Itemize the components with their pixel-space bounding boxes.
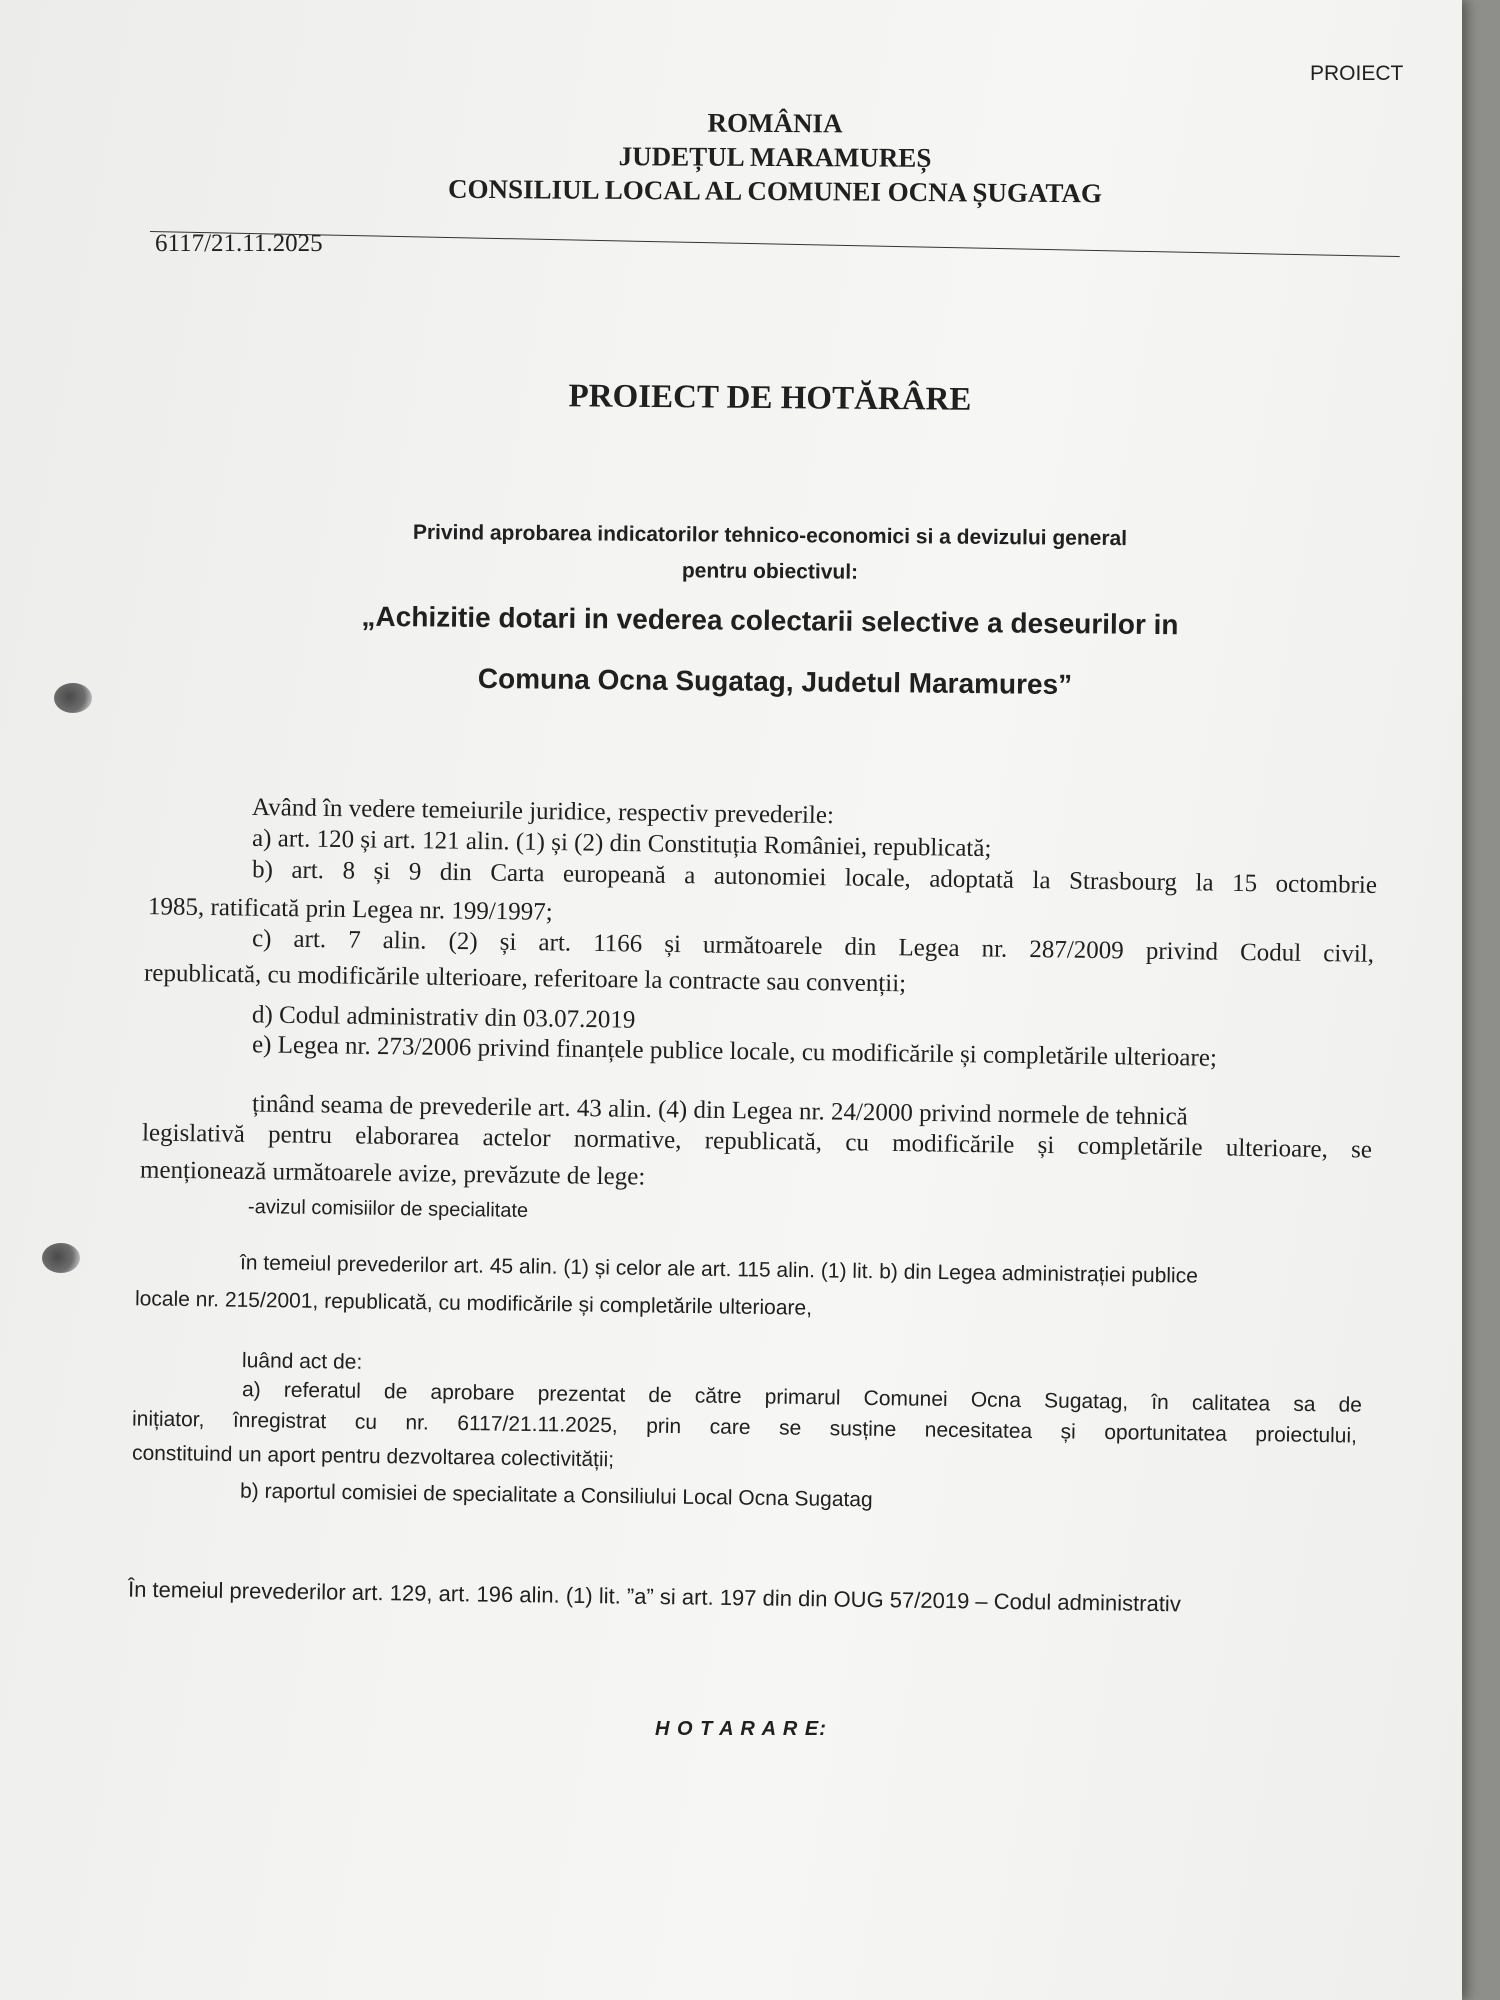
legal-basis-line2: locale nr. 215/2001, republicată, cu modificările și completările ulterioare,: [134, 1287, 813, 1320]
objective-line1: „Achizitie dotari in vederea colectarii selective a deseurilor in: [361, 600, 1179, 641]
subtitle-line1: Privind aprobarea indicatorilor tehnico-economici si a devizului general: [412, 520, 1128, 551]
noting-item-a-line2: inițiator, înregistrat cu nr. 6117/21.11.2025, prin care se susține necesitatea și oportunitatea proiectului,: [131, 1407, 1358, 1448]
legal-item-c-line1: c) art. 7 alin. (2) și art. 1166 și următoarele din Legea nr. 287/2009 privind Codul civil,: [251, 925, 1375, 968]
noting-item-a-line1: a) referatul de aprobare prezentat de către primarul Comunei Ocna Sugatag, în calitatea sa de: [241, 1378, 1363, 1417]
legal-item-b-line1: b) art. 8 și 9 din Carta europeană a autonomiei locale, adoptată la Strasbourg la 15 octombrie: [251, 856, 1378, 899]
header-county: JUDEȚUL MARAMUREȘ: [618, 141, 932, 173]
legal-item-d: d) Codul administrativ din 03.07.2019: [251, 1001, 636, 1034]
punch-hole-top: [54, 683, 92, 713]
legal-intro: Având în vedere temeiurile juridice, respectiv prevederile:: [251, 793, 835, 830]
legal-item-b-line2: 1985, ratificată prin Legea nr. 199/1997;: [147, 893, 553, 926]
header-country: ROMÂNIA: [707, 107, 843, 139]
header-divider: [150, 231, 1400, 257]
noting-item-a-line3: constituind un aport pentru dezvoltarea colectivității;: [131, 1441, 615, 1472]
noting-item-b: b) raportul comisiei de specialitate a Consiliului Local Ocna Sugatag: [239, 1479, 873, 1512]
subtitle-line2: pentru obiectivul:: [681, 559, 859, 584]
considering-line2: legislativă pentru elaborarea actelor normative, republicată, cu modificările și completările ulterioare, se: [141, 1119, 1373, 1164]
legal-item-e: e) Legea nr. 273/2006 privind finanțele publice locale, cu modificările și completările ulterioare;: [251, 1031, 1218, 1072]
considering-line3: menționează următoarele avize, prevăzute de lege:: [139, 1156, 646, 1191]
punch-hole-bottom: [42, 1243, 80, 1273]
committee-opinion: -avizul comisiilor de specialitate: [247, 1196, 529, 1222]
decision-heading: H O T A R A R E:: [655, 1718, 827, 1740]
objective-line2: Comuna Ocna Sugatag, Judetul Maramures”: [477, 662, 1073, 701]
legal-item-a: a) art. 120 și art. 121 alin. (1) și (2) din Constituția României, republicată;: [251, 824, 992, 863]
noting-intro: luând act de:: [241, 1349, 363, 1374]
corner-label: PROIECT: [1310, 62, 1404, 85]
legal-basis-line1: în temeiul prevederilor art. 45 alin. (1) și celor ale art. 115 alin. (1) lit. b) din Legea administrației publice: [239, 1251, 1199, 1288]
header-council: CONSILIUL LOCAL AL COMUNEI OCNA ȘUGATAG: [447, 173, 1103, 209]
final-legal-basis: În temeiul prevederilor art. 129, art. 196 alin. (1) lit. ”a” si art. 197 din din OUG 57/2019 – Codul administrativ: [127, 1576, 1181, 1617]
document-title: PROIECT DE HOTĂRÂRE: [568, 378, 972, 418]
considering-line1: ținând seama de prevederile art. 43 alin. (4) din Legea nr. 24/2000 privind normele de tehnică: [251, 1090, 1188, 1131]
registration-number: 6117/21.11.2025: [155, 230, 323, 257]
legal-item-c-line2: republicată, cu modificările ulterioare, referitoare la contracte sau convenții;: [143, 959, 907, 998]
